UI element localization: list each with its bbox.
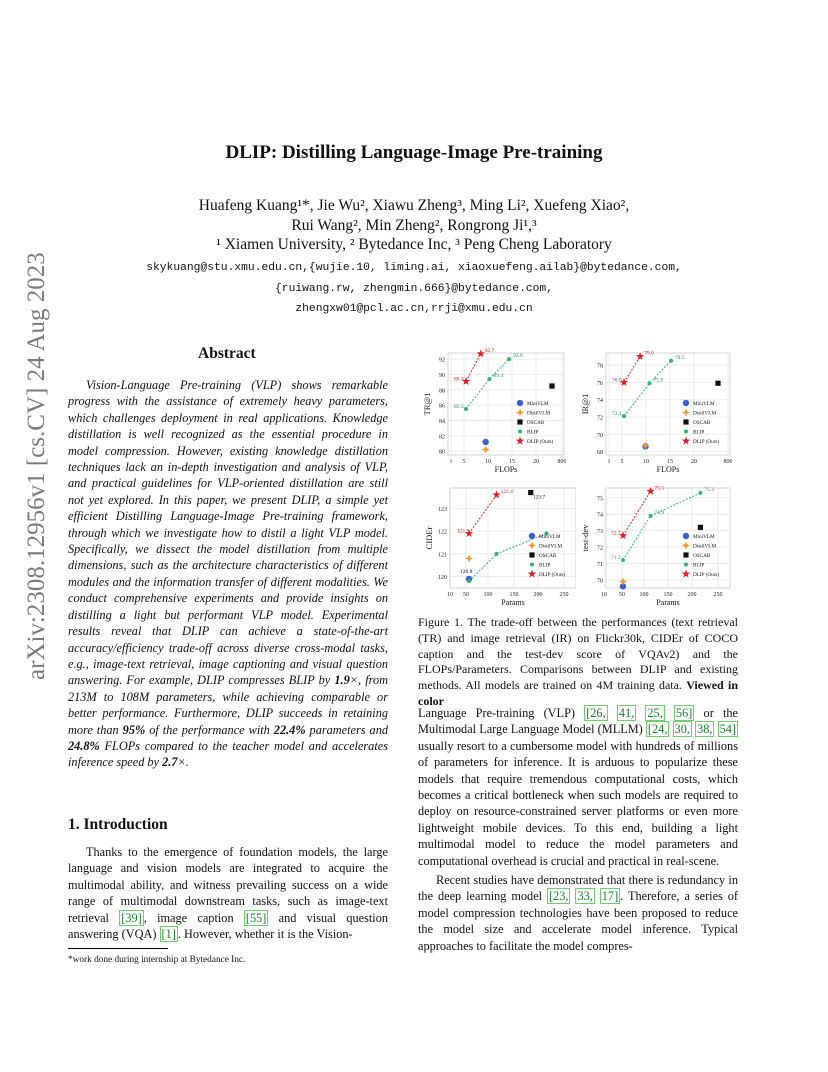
series-line xyxy=(623,493,700,560)
arxiv-identifier: arXiv:2308.12956v1 [cs.CV] 24 Aug 2023 xyxy=(23,252,50,680)
y-tick-label: 72 xyxy=(597,415,603,422)
point-blip xyxy=(648,381,652,385)
data-label: 76.0 xyxy=(612,377,622,384)
legend-entry: MiniVLM xyxy=(693,401,715,407)
intro-paragraph: Thanks to the emergence of foundation models, the large language and vision models are integrated to acquire the multimodal ability, and witness prevailing success on a wide range of multimodal downstream tasks, such as image-text retrieval [39] , image caption [55] and visual question answering (VQA) [1] . However, whether it is the Vision- xyxy=(68,845,388,942)
citation-link[interactable]: 30, xyxy=(674,722,690,737)
y-tick-label: 72 xyxy=(597,545,603,552)
y-tick-label: 76 xyxy=(597,380,603,387)
data-label: 75.5 xyxy=(654,485,665,492)
legend-entry: DistilVLM xyxy=(539,543,563,550)
x-tick-label: 50 xyxy=(619,592,625,598)
chart-ir xyxy=(576,345,732,473)
point-minivlm xyxy=(683,400,689,406)
point-distilvlm xyxy=(641,441,649,449)
point-dlip xyxy=(682,437,690,445)
citation-link[interactable]: [39] xyxy=(121,910,142,925)
point-distilvlm xyxy=(682,409,690,417)
email-line-2: {ruiwang.rw, zhengmin.666}@bytedance.com, xyxy=(275,282,553,295)
email-line-3: zhengxw01@pcl.ac.cn,rrji@xmu.edu.cn xyxy=(295,303,533,315)
point-distilvlm xyxy=(682,542,690,550)
point-dlip xyxy=(477,349,485,357)
email-block xyxy=(0,258,828,320)
x-tick-label: 800 xyxy=(723,459,732,465)
y-axis-label: IR@1 xyxy=(580,393,590,415)
x-tick-label: 50 xyxy=(463,592,469,598)
x-tick-label: 10 xyxy=(485,459,491,465)
data-label: 89.4 xyxy=(493,373,503,380)
point-oscar xyxy=(698,525,703,530)
citation-link[interactable]: 17] xyxy=(601,889,619,904)
y-tick-label: 78 xyxy=(597,363,603,370)
x-tick-label: 250 xyxy=(713,592,723,598)
legend-entry: DLIP (Ours) xyxy=(539,572,566,578)
x-tick-label: 200 xyxy=(687,592,697,598)
x-tick-label: 20 xyxy=(691,459,697,465)
x-tick-label: 100 xyxy=(639,592,649,598)
point-distilvlm xyxy=(516,409,524,417)
legend-entry: OSCAR xyxy=(539,553,557,559)
legend-entry: DLIP (Ours) xyxy=(527,439,554,445)
legend-entry: DistilVLM xyxy=(527,410,551,417)
point-oscar xyxy=(517,419,522,424)
series-line xyxy=(624,356,640,382)
point-minivlm xyxy=(482,439,488,445)
y-axis-label: test-dev xyxy=(580,524,590,552)
legend-entry: BLIP xyxy=(539,562,551,569)
point-oscar xyxy=(529,552,534,557)
point-dlip xyxy=(516,437,524,445)
data-label: 74.9 xyxy=(654,509,665,516)
x-axis-label: FLOPs xyxy=(656,465,680,473)
point-blip xyxy=(464,407,468,411)
y-tick-label: 122 xyxy=(438,529,447,536)
point-blip xyxy=(487,377,491,381)
legend-entry: DistilVLM xyxy=(693,543,717,550)
point-minivlm xyxy=(517,400,523,406)
legend-entry: MiniVLM xyxy=(527,401,549,407)
legend-entry: OSCAR xyxy=(527,420,545,426)
y-tick-label: 74 xyxy=(597,512,603,519)
introduction-heading: 1. Introduction xyxy=(68,816,168,833)
point-oscar xyxy=(549,383,554,388)
series-line xyxy=(469,533,546,581)
y-axis-label: TR@1 xyxy=(422,392,432,416)
series-line xyxy=(466,359,509,409)
x-tick-label: 800 xyxy=(557,459,566,465)
x-tick-label: 100 xyxy=(483,592,493,598)
point-dlip xyxy=(492,490,500,498)
data-label: 92.0 xyxy=(513,353,523,360)
legend-entry: DistilVLM xyxy=(693,410,717,417)
y-tick-label: 88 xyxy=(439,388,445,395)
x-tick-label: 5 xyxy=(462,459,466,465)
legend-entry: MiniVLM xyxy=(539,534,561,540)
data-label: 79.0 xyxy=(644,350,654,357)
footnote-rule xyxy=(68,948,168,949)
x-tick-label: 5 xyxy=(620,459,624,465)
abstract-heading: Abstract xyxy=(198,345,256,362)
y-tick-label: 68 xyxy=(597,450,603,457)
chart-cider xyxy=(418,480,578,608)
x-tick-label: 10 xyxy=(601,592,607,598)
x-tick-label: 150 xyxy=(509,592,519,598)
point-oscar xyxy=(715,381,720,386)
citation-link[interactable]: 56] xyxy=(675,706,693,720)
point-distilvlm xyxy=(619,577,627,585)
point-oscar xyxy=(683,552,688,557)
author-block xyxy=(0,196,828,255)
data-label: 72.7 xyxy=(611,530,621,537)
y-tick-label: 80 xyxy=(439,449,445,456)
y-tick-label: 70 xyxy=(597,578,603,585)
point-dlip xyxy=(682,570,690,578)
point-blip xyxy=(621,558,625,562)
point-minivlm xyxy=(683,533,689,539)
point-minivlm xyxy=(529,533,535,539)
authors-line-1: Huafeng Kuang¹*, Jie Wu², Xiawu Zheng³, Ming Li², Xuefeng Xiao², xyxy=(198,197,630,214)
point-blip xyxy=(684,563,688,567)
abstract-text: Vision-Language Pre-training (VLP) shows remarkable progress with the assistance of extremely heavy parameters, which challenges deployment in real applications. Knowledge distillation is well recognized as the essential procedure in model compression. However, existing knowledge distillation techniques lack an in-depth investigation and analysis of VLP, and practical guidelines for VLP-oriented distillation are still not yet explored. In this paper, we present DLIP, a simple yet efficient Distilling Language-Image Pre-training framework, through which we investigate how to distil a light VLP model. Specifically, we dissect the model distillation from multiple dimensions, such as the architecture characteristics of different modules and the information transfer of different modalities. We conduct comprehensive experiments and provide insights on distilling a light but performant VLP model. Experimental results reveal that DLIP can achieve a state-of-the-art accuracy/efficiency trade-off across diverse cross-modal tasks, e.g., image-text retrieval, image captioning and visual question answering. For example, DLIP compresses BLIP by 1.9×, from 213M to 108M parameters, while achieving comparable or better performance. Furthermore, DLIP succeeds in retaining more than 95% of the performance with 22.4% parameters and 24.8% FLOPs compared to the teacher model and accelerates inference speed by 2.7×. xyxy=(68,378,389,770)
authors-line-2: Rui Wang², Min Zheng², Rongrong Ji¹,³ xyxy=(291,216,537,234)
point-blip xyxy=(684,430,688,434)
y-tick-label: 75 xyxy=(597,496,603,503)
arxiv-sidebar xyxy=(8,252,52,680)
y-tick-label: 74 xyxy=(597,398,603,405)
citation-link[interactable]: [1] xyxy=(161,927,176,942)
citation-link[interactable]: 41, xyxy=(618,706,635,720)
chart-vqa xyxy=(576,480,732,608)
y-tick-label: 71 xyxy=(597,561,603,568)
citation-link[interactable]: 54] xyxy=(719,722,737,737)
point-distilvlm xyxy=(528,542,536,550)
citation-link[interactable]: [55] xyxy=(245,910,267,925)
legend-entry: MiniVLM xyxy=(693,534,715,540)
data-label: 122.4 xyxy=(500,488,513,495)
x-tick-label: 20 xyxy=(533,459,539,465)
x-tick-label: 1 xyxy=(607,459,611,465)
data-label: 85.5 xyxy=(454,403,464,410)
paper-title: DLIP: Distilling Language-Image Pre-training xyxy=(225,142,603,163)
point-oscar xyxy=(683,419,688,424)
data-label: 71.2 xyxy=(611,555,621,562)
legend-entry: BLIP xyxy=(693,562,705,569)
citation-link[interactable]: [24, xyxy=(647,722,668,737)
citation-link[interactable]: 33, xyxy=(577,889,593,904)
y-tick-label: 123 xyxy=(438,506,447,513)
point-blip xyxy=(507,357,511,361)
point-blip xyxy=(698,491,702,495)
series-line xyxy=(624,361,671,416)
y-tick-label: 92 xyxy=(439,357,445,364)
data-label: 123.7 xyxy=(532,494,546,501)
data-label: 75.9 xyxy=(653,377,664,384)
affiliations: ¹ Xiamen University, ² Bytedance Inc, ³ Peng Cheng Laboratory xyxy=(216,236,612,253)
footnote: *work done during internship at Bytedance Inc. xyxy=(68,955,246,965)
legend-entry: DLIP (Ours) xyxy=(693,572,720,578)
x-tick-label: 10 xyxy=(447,592,453,598)
x-tick-label: 250 xyxy=(559,592,569,598)
chart-tr xyxy=(418,345,566,473)
legend-entry: BLIP xyxy=(693,429,705,436)
data-label: 89.1 xyxy=(454,376,464,383)
point-distilvlm xyxy=(482,446,490,454)
figure-caption: Figure 1. The trade-off between the performances (text retrieval (TR) and image retrieval (IR) on Flickr30k, CIDEr of COCO caption and the test-dev score of VQAv2) and the FLOPs/Parameters. Comparisons between DLIP and existing methods. All models are trained on 4M training data. Viewed in color xyxy=(418,615,738,708)
data-label: 75.3 xyxy=(704,486,715,493)
citation-link[interactable]: 38, xyxy=(697,722,713,737)
data-label: 78.5 xyxy=(675,354,685,361)
x-tick-label: 200 xyxy=(533,592,543,598)
citation-link[interactable]: [26, xyxy=(586,706,606,720)
x-tick-label: 1 xyxy=(449,459,453,465)
point-blip xyxy=(467,579,471,583)
legend-entry: BLIP xyxy=(527,429,539,436)
right-column-text: Language Pre-training (VLP) [26, 41, 25, 56] or the Multimodal Large Language Model (MLLM) [24, 30, 38, 54] usually resort to a cumbersome model with hundreds of millions of parameters for inference. It is arduous to popularize these models that require tremendous computational costs, which becomes a critical bottleneck when such models are required to deploy on resource-constrained server platforms or even more lightweight mobile devices. To this end, building a light multimodal model to reduce the model parameters and computational overhead is crucial and practical in real-scene. Recent studies have demonstrated that there is redundancy in the deep learning model [23, 33, 17] . Therefore, a series of model compression technologies have been proposed to reduce the model size and accelerate model inference. Typical approaches to facilitate the model compres- xyxy=(418,706,739,953)
point-blip xyxy=(530,563,534,567)
point-blip xyxy=(518,430,522,434)
series-line xyxy=(469,495,497,534)
data-label: 92.7 xyxy=(484,347,495,354)
y-axis-label: CIDEr xyxy=(424,526,434,550)
point-blip xyxy=(622,414,626,418)
point-blip xyxy=(649,514,653,518)
data-label: 72.1 xyxy=(612,411,622,418)
x-axis-label: FLOPs xyxy=(494,465,518,473)
x-axis-label: Params xyxy=(656,598,680,607)
point-blip xyxy=(495,552,499,556)
data-label: 121.9 xyxy=(457,528,470,535)
data-label: 120.8 xyxy=(460,569,473,575)
y-tick-label: 73 xyxy=(597,529,603,536)
citation-link[interactable]: 25, xyxy=(647,706,663,720)
y-tick-label: 84 xyxy=(439,418,445,425)
x-tick-label: 15 xyxy=(509,459,515,465)
legend-entry: OSCAR xyxy=(693,553,711,559)
legend-entry: DLIP (Ours) xyxy=(693,439,720,445)
y-tick-label: 82 xyxy=(439,434,445,441)
y-tick-label: 121 xyxy=(438,552,447,559)
email-line-1: skykuang@stu.xmu.edu.cn,{wujie.10, liming.ai, xiaoxuefeng.ailab}@bytedance.com, xyxy=(146,262,682,274)
citation-link[interactable]: [23, xyxy=(549,889,569,904)
x-tick-label: 15 xyxy=(667,459,673,465)
x-tick-label: 150 xyxy=(663,592,673,598)
y-tick-label: 70 xyxy=(597,432,603,439)
point-blip xyxy=(669,359,673,363)
y-tick-label: 120 xyxy=(438,575,447,582)
y-tick-label: 86 xyxy=(439,403,445,410)
series-line xyxy=(466,354,481,382)
x-axis-label: Params xyxy=(501,598,525,607)
legend-entry: OSCAR xyxy=(693,420,711,426)
x-tick-label: 10 xyxy=(643,459,649,465)
y-tick-label: 90 xyxy=(439,372,445,379)
